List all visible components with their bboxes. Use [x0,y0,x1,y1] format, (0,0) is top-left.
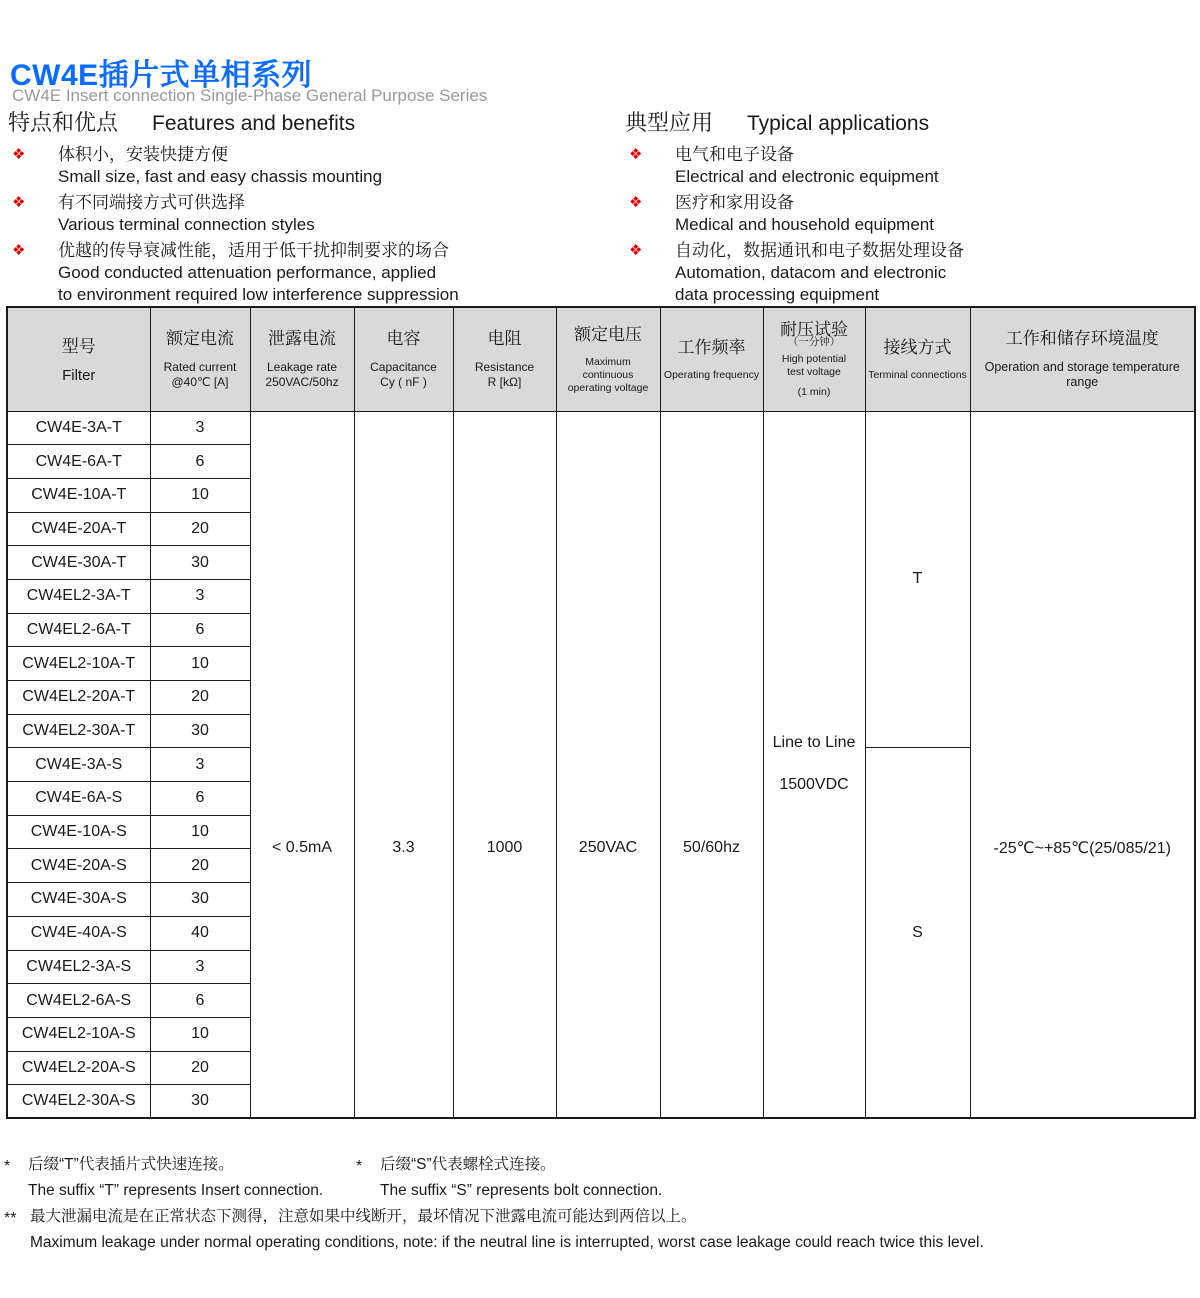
col-header-leakage: 泄露电流 Leakage rate 250VAC/50hz [250,307,354,411]
feature-item [8,144,618,188]
current-cell: 20 [150,1051,250,1085]
model-cell: CW4EL2-10A-T [7,647,150,681]
terminal-s-cell: S [865,748,970,1119]
model-cell: CW4E-10A-S [7,815,150,849]
col-header-rated-current: 额定电流 Rated current @40℃ [A] [150,307,250,411]
frequency-cell: 50/60hz [660,411,763,1118]
feature-cn: 优越的传导衰减性能，适用于低干扰抑制要求的场合 [58,241,449,260]
model-cell: CW4EL2-3A-S [7,950,150,984]
diamond-bullet-icon: ❖ [12,194,26,211]
current-cell: 3 [150,579,250,613]
feature-en2: to environment required low interference suppression [58,285,459,304]
current-cell: 3 [150,950,250,984]
current-cell: 3 [150,411,250,445]
current-cell: 10 [150,815,250,849]
model-cell: CW4EL2-30A-T [7,714,150,748]
asterisk-marker: * [356,1158,363,1175]
page-title: CW4E插片式单相系列 [10,59,313,92]
model-cell: CW4E-3A-T [7,411,150,445]
application-item [625,240,1195,306]
model-cell: CW4EL2-20A-T [7,681,150,715]
col-header-capacitance: 电容 Capacitance Cy ( nF ) [354,307,453,411]
model-cell: CW4E-10A-T [7,478,150,512]
diamond-bullet-icon: ❖ [629,194,643,211]
diamond-bullet-icon: ❖ [629,242,643,259]
footnote-leakage-en: Maximum leakage under normal operating conditions, note: if the neutral line is interrupted, worst case leakage could reach twice this level. [30,1234,984,1251]
feature-cn: 有不同端接方式可供选择 [58,193,245,212]
model-cell: CW4E-6A-T [7,445,150,479]
current-cell: 10 [150,647,250,681]
current-cell: 40 [150,916,250,950]
diamond-bullet-icon: ❖ [629,146,643,163]
table-row [7,411,1195,445]
applications-heading-cn: 典型应用 [625,110,714,135]
application-en: Electrical and electronic equipment [675,167,939,186]
resistance-cell: 1000 [453,411,556,1118]
page-subtitle: CW4E Insert connection Single-Phase General Purpose Series [12,86,488,105]
applications-section [625,106,1195,310]
application-item [625,192,1195,236]
current-cell: 10 [150,478,250,512]
diamond-bullet-icon: ❖ [12,146,26,163]
feature-item [8,240,618,306]
current-cell: 6 [150,613,250,647]
model-cell: CW4EL2-10A-S [7,1017,150,1051]
model-cell: CW4EL2-3A-T [7,579,150,613]
footnote-s-cn: 后缀“S”代表螺栓式连接。 [380,1156,556,1173]
current-cell: 3 [150,748,250,782]
footnote-s [356,1152,662,1204]
features-heading-en: Features and benefits [152,112,356,135]
asterisk-marker: * [4,1158,11,1175]
footnote-t [4,1152,356,1204]
application-cn: 自动化，数据通讯和电子数据处理设备 [675,241,964,260]
hipot-cell: Line to Line 1500VDC [763,411,865,1118]
table-header-row [7,307,1195,411]
current-cell: 20 [150,681,250,715]
feature-en: Small size, fast and easy chassis mounting [58,167,383,186]
model-cell: CW4EL2-20A-S [7,1051,150,1085]
leakage-cell: < 0.5mA [250,411,354,1118]
current-cell: 30 [150,883,250,917]
current-cell: 6 [150,984,250,1018]
col-header-voltage: 额定电压 Maximum continuous operating voltage [556,307,660,411]
footnote-leakage-cn: 最大泄漏电流是在正常状态下测得，注意如果中线断开，最坏情况下泄露电流可能达到两倍以上。 [30,1208,697,1225]
spec-table [6,306,1196,1119]
model-cell: CW4EL2-6A-T [7,613,150,647]
col-header-frequency: 工作频率 Operating frequency [660,307,763,411]
footnote-t-en: The suffix “T” represents Insert connection. [28,1182,324,1199]
feature-en: Various terminal connection styles [58,215,315,234]
applications-heading [625,106,1195,137]
feature-item [8,192,618,236]
col-header-terminal: 接线方式 Terminal connections [865,307,970,411]
model-cell: CW4E-40A-S [7,916,150,950]
current-cell: 10 [150,1017,250,1051]
voltage-cell: 250VAC [556,411,660,1118]
col-header-filter: 型号 Filter [7,307,150,411]
footnote-t-cn: 后缀“T”代表插片式快速连接。 [28,1156,234,1173]
temperature-cell: -25℃~+85℃(25/085/21) [970,411,1195,1118]
features-section [8,106,618,310]
feature-en: Good conducted attenuation performance, applied [58,263,437,282]
double-asterisk-marker: ** [4,1210,17,1227]
capacitance-cell: 3.3 [354,411,453,1118]
col-header-temperature: 工作和储存环境温度 Operation and storage temperature range [970,307,1195,411]
model-cell: CW4E-6A-S [7,782,150,816]
application-cn: 医疗和家用设备 [675,193,794,212]
model-cell: CW4E-3A-S [7,748,150,782]
application-en: Automation, datacom and electronic [675,263,947,282]
current-cell: 6 [150,782,250,816]
model-cell: CW4E-20A-T [7,512,150,546]
terminal-t-cell: T [865,411,970,748]
model-cell: CW4EL2-30A-S [7,1085,150,1119]
applications-heading-en: Typical applications [747,112,930,135]
model-cell: CW4EL2-6A-S [7,984,150,1018]
footnotes [4,1152,1196,1256]
model-cell: CW4E-20A-S [7,849,150,883]
application-item [625,144,1195,188]
diamond-bullet-icon: ❖ [12,242,26,259]
footnote-s-en: The suffix “S” represents bolt connection. [380,1182,663,1199]
application-cn: 电气和电子设备 [675,145,794,164]
footnote-leakage [4,1204,1196,1256]
application-en: Medical and household equipment [675,215,934,234]
current-cell: 20 [150,512,250,546]
col-header-hipot: 耐压试验 （一分钟） High potential test voltage (1 min) [763,307,865,411]
current-cell: 30 [150,714,250,748]
col-header-resistance: 电阻 Resistance R [kΩ] [453,307,556,411]
model-cell: CW4E-30A-T [7,546,150,580]
model-cell: CW4E-30A-S [7,883,150,917]
features-heading [8,106,618,137]
current-cell: 30 [150,1085,250,1119]
application-en2: data processing equipment [675,285,880,304]
current-cell: 20 [150,849,250,883]
current-cell: 6 [150,445,250,479]
current-cell: 30 [150,546,250,580]
feature-cn: 体积小，安装快捷方便 [58,145,228,164]
features-heading-cn: 特点和优点 [8,110,119,135]
